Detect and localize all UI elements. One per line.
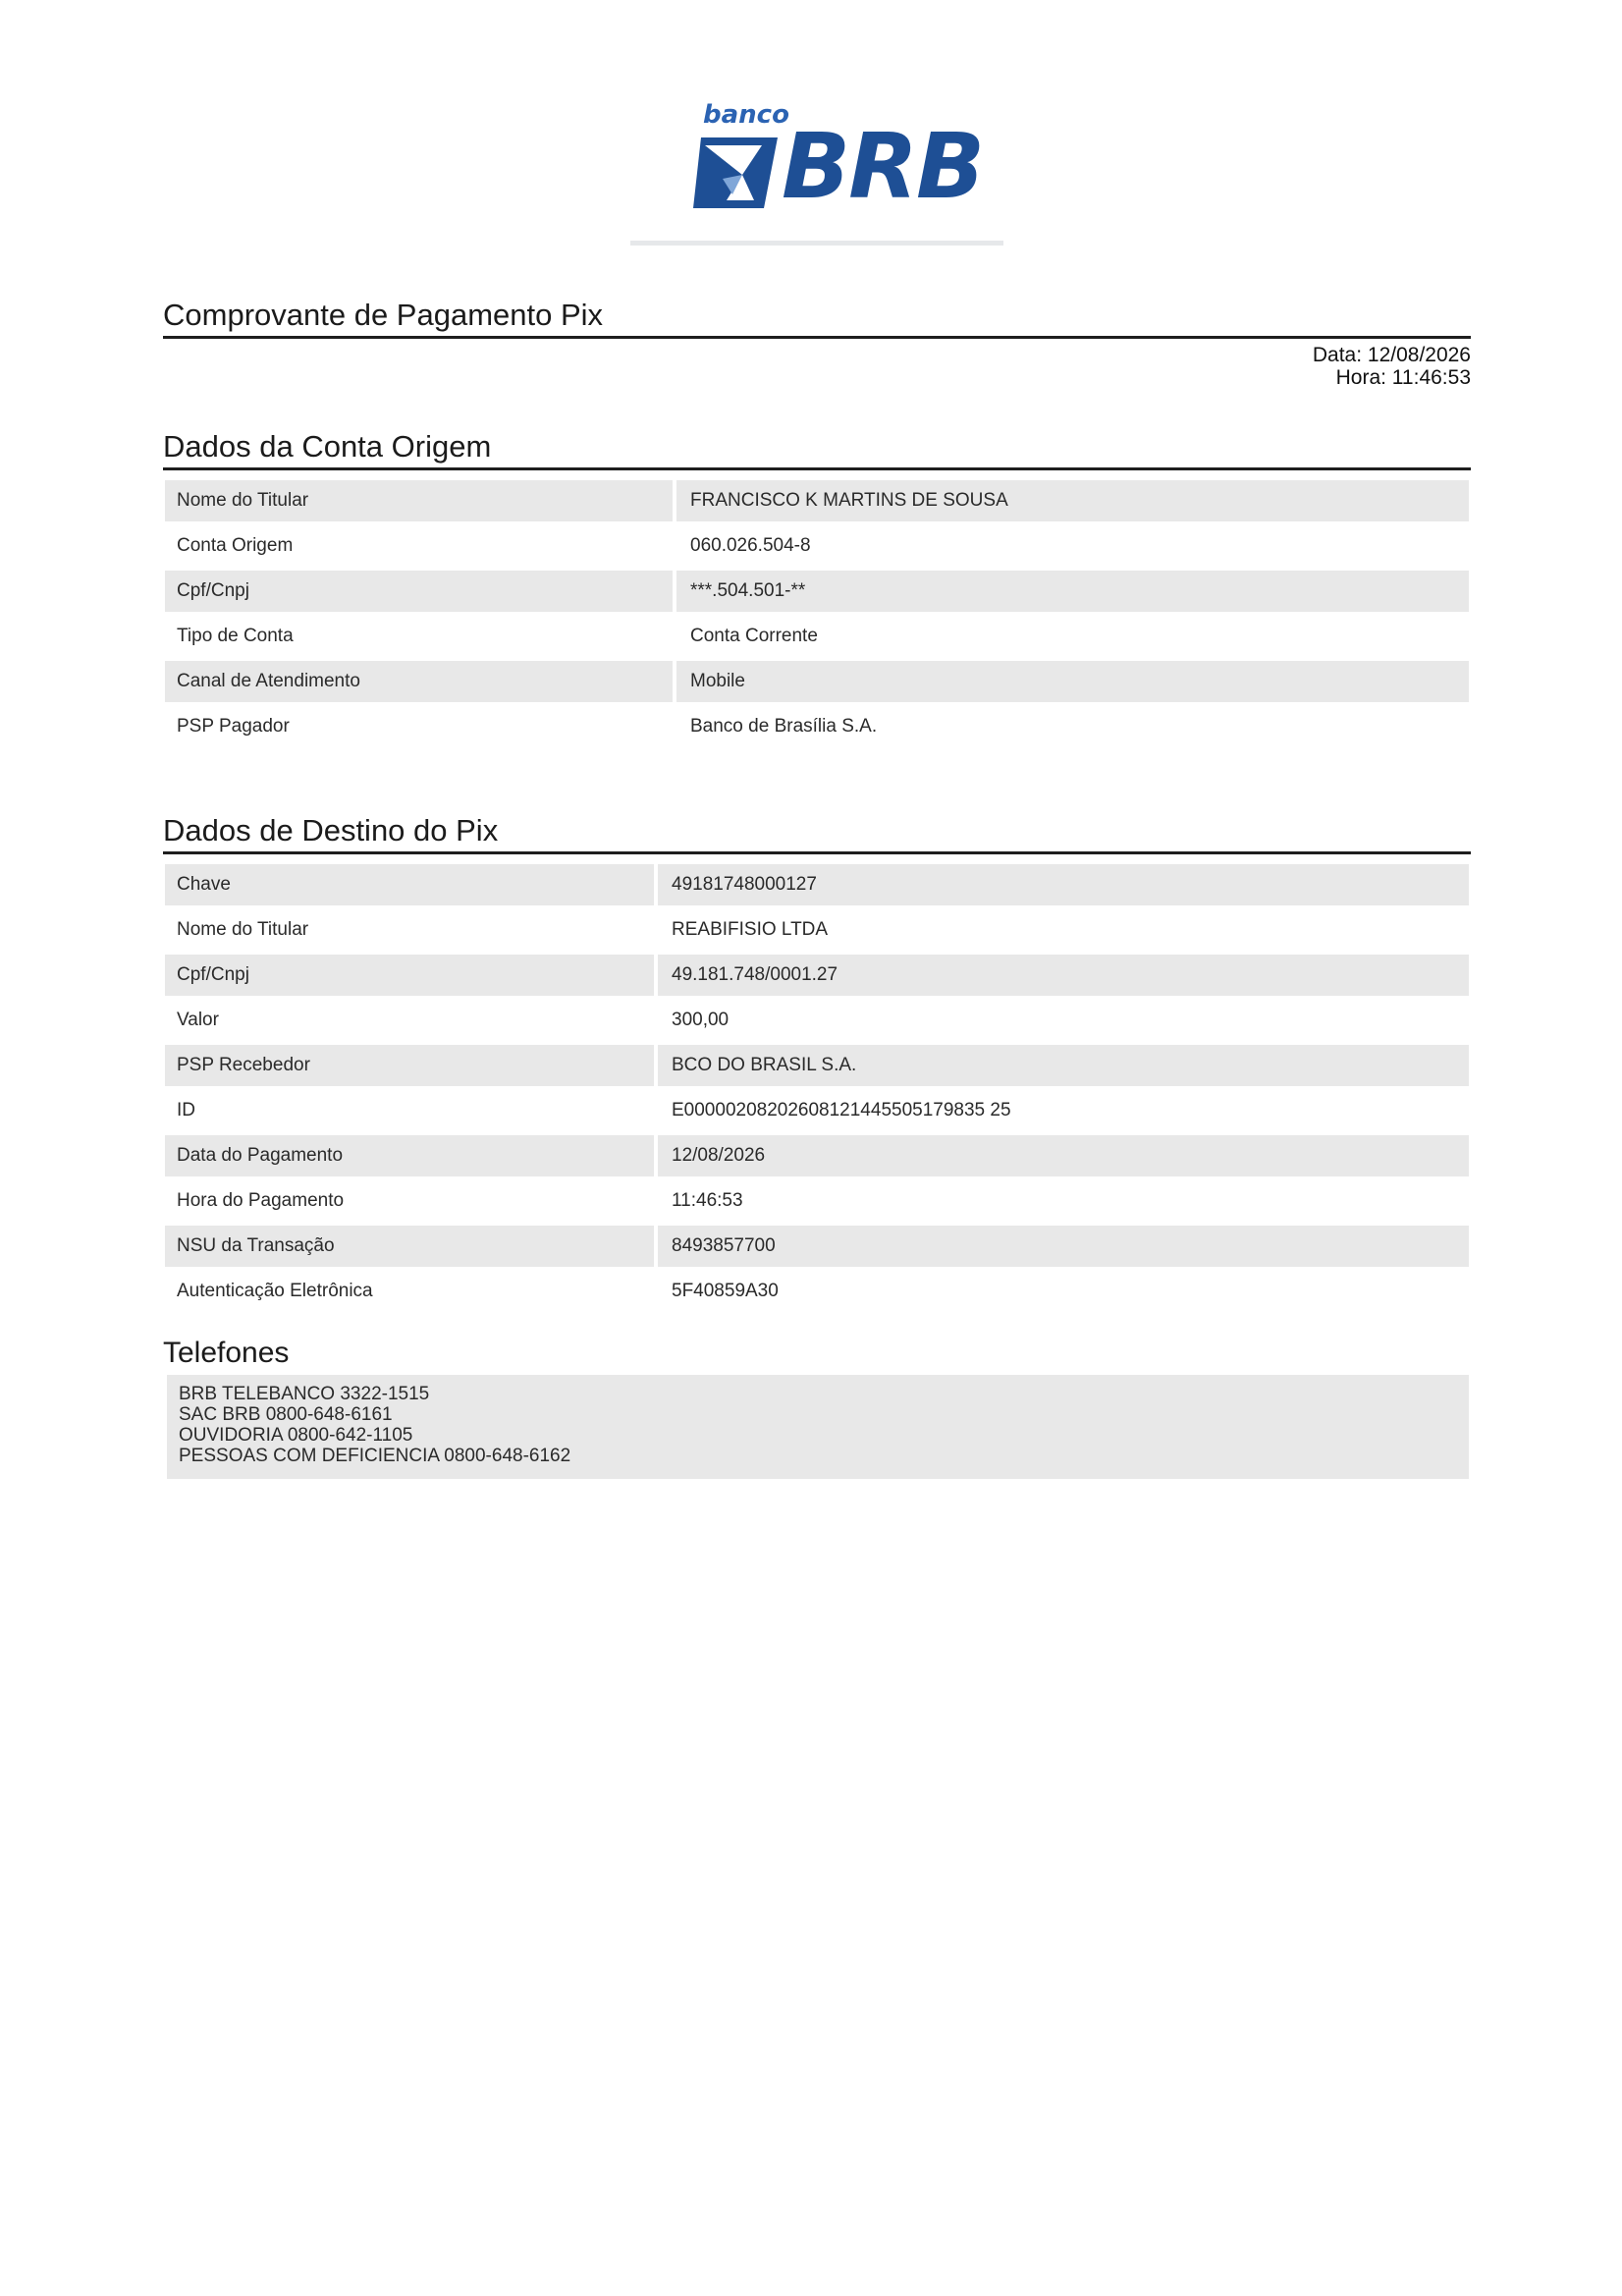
phone-line: PESSOAS COM DEFICIENCIA 0800-648-6162 <box>179 1446 571 1466</box>
row-label: PSP Recebedor <box>165 1045 654 1086</box>
table-row <box>165 1133 1469 1178</box>
telefones-box <box>167 1375 1469 1479</box>
row-label: Nome do Titular <box>177 919 309 940</box>
brb-logo-mark-icon <box>693 136 780 210</box>
telefones-title: Telefones <box>163 1337 290 1369</box>
row-label: Chave <box>165 864 654 905</box>
row-value: BCO DO BRASIL S.A. <box>658 1045 1469 1086</box>
row-value: 49.181.748/0001.27 <box>658 955 1469 996</box>
row-value: REABIFISIO LTDA <box>672 919 829 940</box>
row-label: Cpf/Cnpj <box>165 571 673 612</box>
table-row <box>165 659 1469 704</box>
row-value: ***.504.501-** <box>676 571 1469 612</box>
table-row <box>165 1269 1469 1314</box>
row-label: Valor <box>177 1010 219 1030</box>
row-value: 060.026.504-8 <box>690 535 811 556</box>
row-label: Autenticação Eletrônica <box>177 1281 373 1301</box>
row-label: Cpf/Cnpj <box>165 955 654 996</box>
origem-section-title: Dados da Conta Origem <box>163 428 1471 470</box>
table-row <box>165 998 1469 1043</box>
row-value: Mobile <box>676 661 1469 702</box>
row-label: PSP Pagador <box>177 716 290 737</box>
row-value: Conta Corrente <box>690 626 818 646</box>
table-row <box>165 523 1469 569</box>
row-value: FRANCISCO K MARTINS DE SOUSA <box>676 480 1469 521</box>
row-label: ID <box>177 1100 195 1121</box>
origem-table <box>165 478 1469 749</box>
receipt-date: Data: 12/08/2026 <box>1312 344 1471 366</box>
row-value: E00000208202608121445505179835 25 <box>672 1100 1011 1121</box>
row-label: Conta Origem <box>177 535 294 556</box>
logo-banco-text: banco <box>703 100 789 130</box>
row-label: Hora do Pagamento <box>177 1190 345 1211</box>
logo-divider <box>630 241 1003 246</box>
destino-table <box>165 862 1469 1314</box>
row-label: Tipo de Conta <box>177 626 294 646</box>
phone-line: OUVIDORIA 0800-642-1105 <box>179 1425 413 1446</box>
table-row <box>165 862 1469 907</box>
table-row <box>165 1224 1469 1269</box>
table-row <box>165 953 1469 998</box>
row-label: NSU da Transação <box>165 1226 654 1267</box>
row-value: 300,00 <box>672 1010 730 1030</box>
row-label: Nome do Titular <box>165 480 673 521</box>
receipt-datetime <box>1313 344 1471 389</box>
logo-brb-text: BRB <box>782 114 984 219</box>
table-row <box>165 478 1469 523</box>
table-row <box>165 1043 1469 1088</box>
row-value: 11:46:53 <box>672 1190 743 1211</box>
table-row <box>165 614 1469 659</box>
brb-logo <box>687 98 984 219</box>
receipt-title: Comprovante de Pagamento Pix <box>163 297 1471 339</box>
table-row <box>165 704 1469 749</box>
table-row <box>165 569 1469 614</box>
row-value: 12/08/2026 <box>658 1135 1469 1176</box>
row-value: Banco de Brasília S.A. <box>690 716 878 737</box>
row-label: Data do Pagamento <box>165 1135 654 1176</box>
row-value: 8493857700 <box>658 1226 1469 1267</box>
row-label: Canal de Atendimento <box>165 661 673 702</box>
destino-section-title: Dados de Destino do Pix <box>163 812 1471 854</box>
receipt-time: Hora: 11:46:53 <box>1335 366 1471 389</box>
phone-line: BRB TELEBANCO 3322-1515 <box>179 1384 430 1404</box>
row-value: 5F40859A30 <box>672 1281 779 1301</box>
phone-line: SAC BRB 0800-648-6161 <box>179 1404 393 1425</box>
table-row <box>165 907 1469 953</box>
table-row <box>165 1088 1469 1133</box>
table-row <box>165 1178 1469 1224</box>
row-value: 49181748000127 <box>658 864 1469 905</box>
